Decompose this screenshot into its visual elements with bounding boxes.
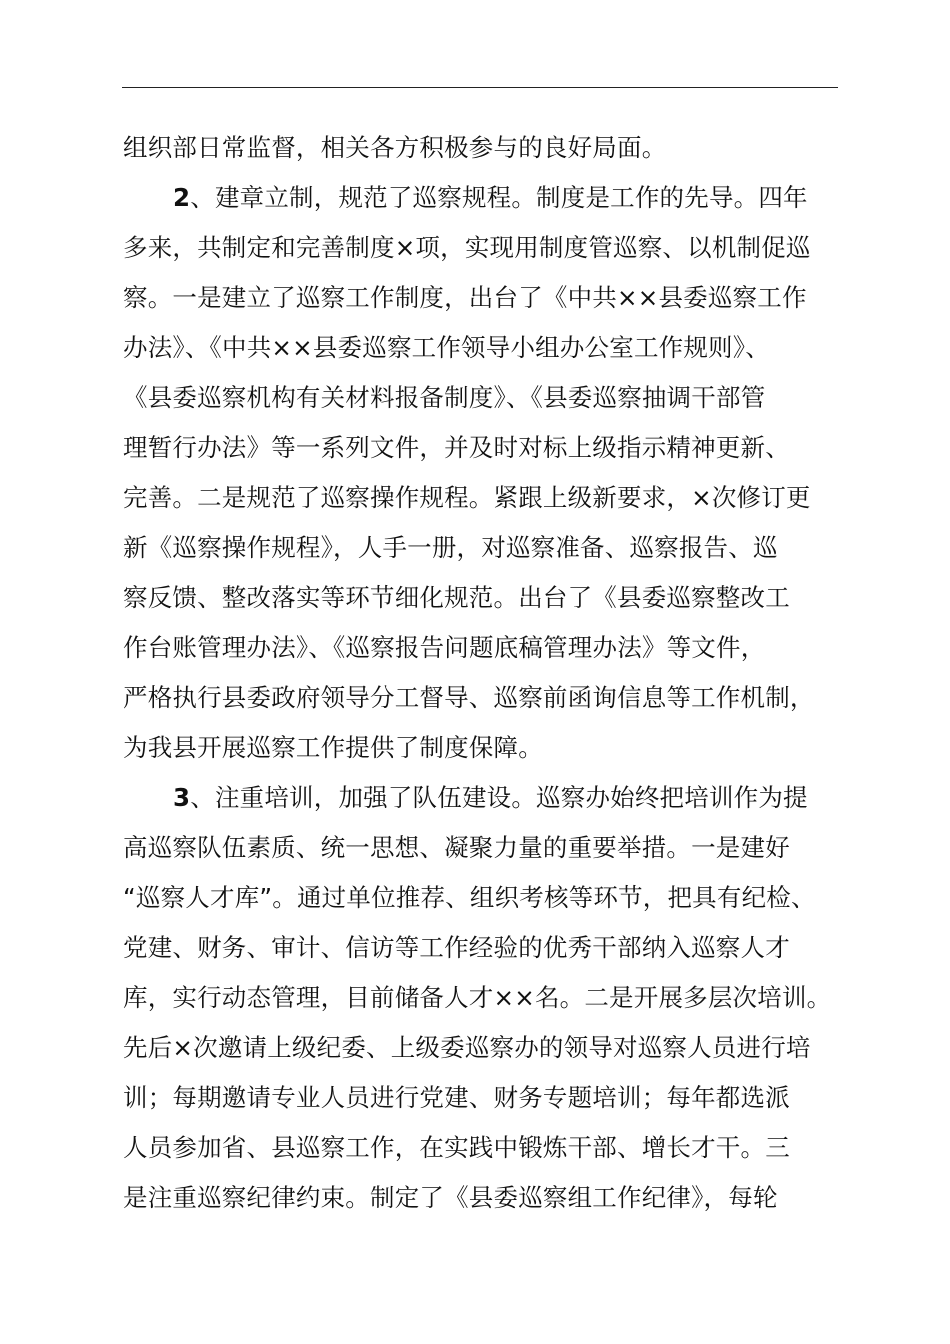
- body-line: 察反馈、整改落实等环节细化规范。出台了《县委巡察整改工: [123, 583, 790, 612]
- section-2-heading-line: [123, 176, 863, 226]
- body-line: 党建、财务、审计、信访等工作经验的优秀干部纳入巡察人才: [123, 933, 790, 962]
- body-line: 办法》、《中共××县委巡察工作领导小组办公室工作规则》、: [123, 333, 770, 362]
- document-body: [123, 126, 863, 1226]
- body-line: 察。一是建立了巡察工作制度，出台了《中共××县委巡察工作: [123, 283, 807, 312]
- body-line: 训；每期邀请专业人员进行党建、财务专题培训；每年都选派: [123, 1083, 790, 1112]
- section-2-text: 建章立制，规范了巡察规程。制度是工作的先导。四年: [214, 183, 808, 212]
- section-number: 2: [173, 183, 191, 212]
- section-separator: 、: [190, 783, 215, 812]
- body-line: 库，实行动态管理，目前储备人才××名。二是开展多层次培训。: [123, 983, 832, 1012]
- body-line: 理暂行办法》等一系列文件，并及时对标上级指示精神更新、: [123, 433, 790, 462]
- section-3-text: 注重培训，加强了队伍建设。巡察办始终把培训作为提: [214, 783, 808, 812]
- section-separator: 、: [190, 183, 215, 212]
- body-line: 多来，共制定和完善制度×项，实现用制度管巡察、以机制促巡: [123, 233, 811, 262]
- body-line: 作台账管理办法》、《巡察报告问题底稿管理办法》等文件，: [123, 633, 766, 662]
- body-line: 先后×次邀请上级纪委、上级委巡察办的领导对巡察人员进行培: [123, 1033, 811, 1062]
- section-number: 3: [173, 783, 191, 812]
- body-line: 新《巡察操作规程》，人手一册，对巡察准备、巡察报告、巡: [123, 533, 778, 562]
- body-line: 严格执行县委政府领导分工督导、巡察前函询信息等工作机制，: [123, 683, 815, 712]
- body-line: 人员参加省、县巡察工作，在实践中锻炼干部、增长才干。三: [123, 1133, 790, 1162]
- header-rule: [122, 87, 838, 88]
- body-line: 为我县开展巡察工作提供了制度保障。: [123, 733, 543, 762]
- body-line: 是注重巡察纪律约束。制定了《县委巡察组工作纪律》，每轮: [123, 1183, 778, 1212]
- body-line: 完善。二是规范了巡察操作规程。紧跟上级新要求，×次修订更: [123, 483, 811, 512]
- body-line: 高巡察队伍素质、统一思想、凝聚力量的重要举措。一是建好: [123, 833, 790, 862]
- body-line: 《县委巡察机构有关材料报备制度》、《县委巡察抽调干部管: [123, 383, 766, 412]
- section-3-heading-line: [123, 776, 863, 826]
- body-line: “巡察人才库”。通过单位推荐、组织考核等环节，把具有纪检、: [123, 883, 816, 912]
- body-line: 组织部日常监督，相关各方积极参与的良好局面。: [123, 133, 667, 162]
